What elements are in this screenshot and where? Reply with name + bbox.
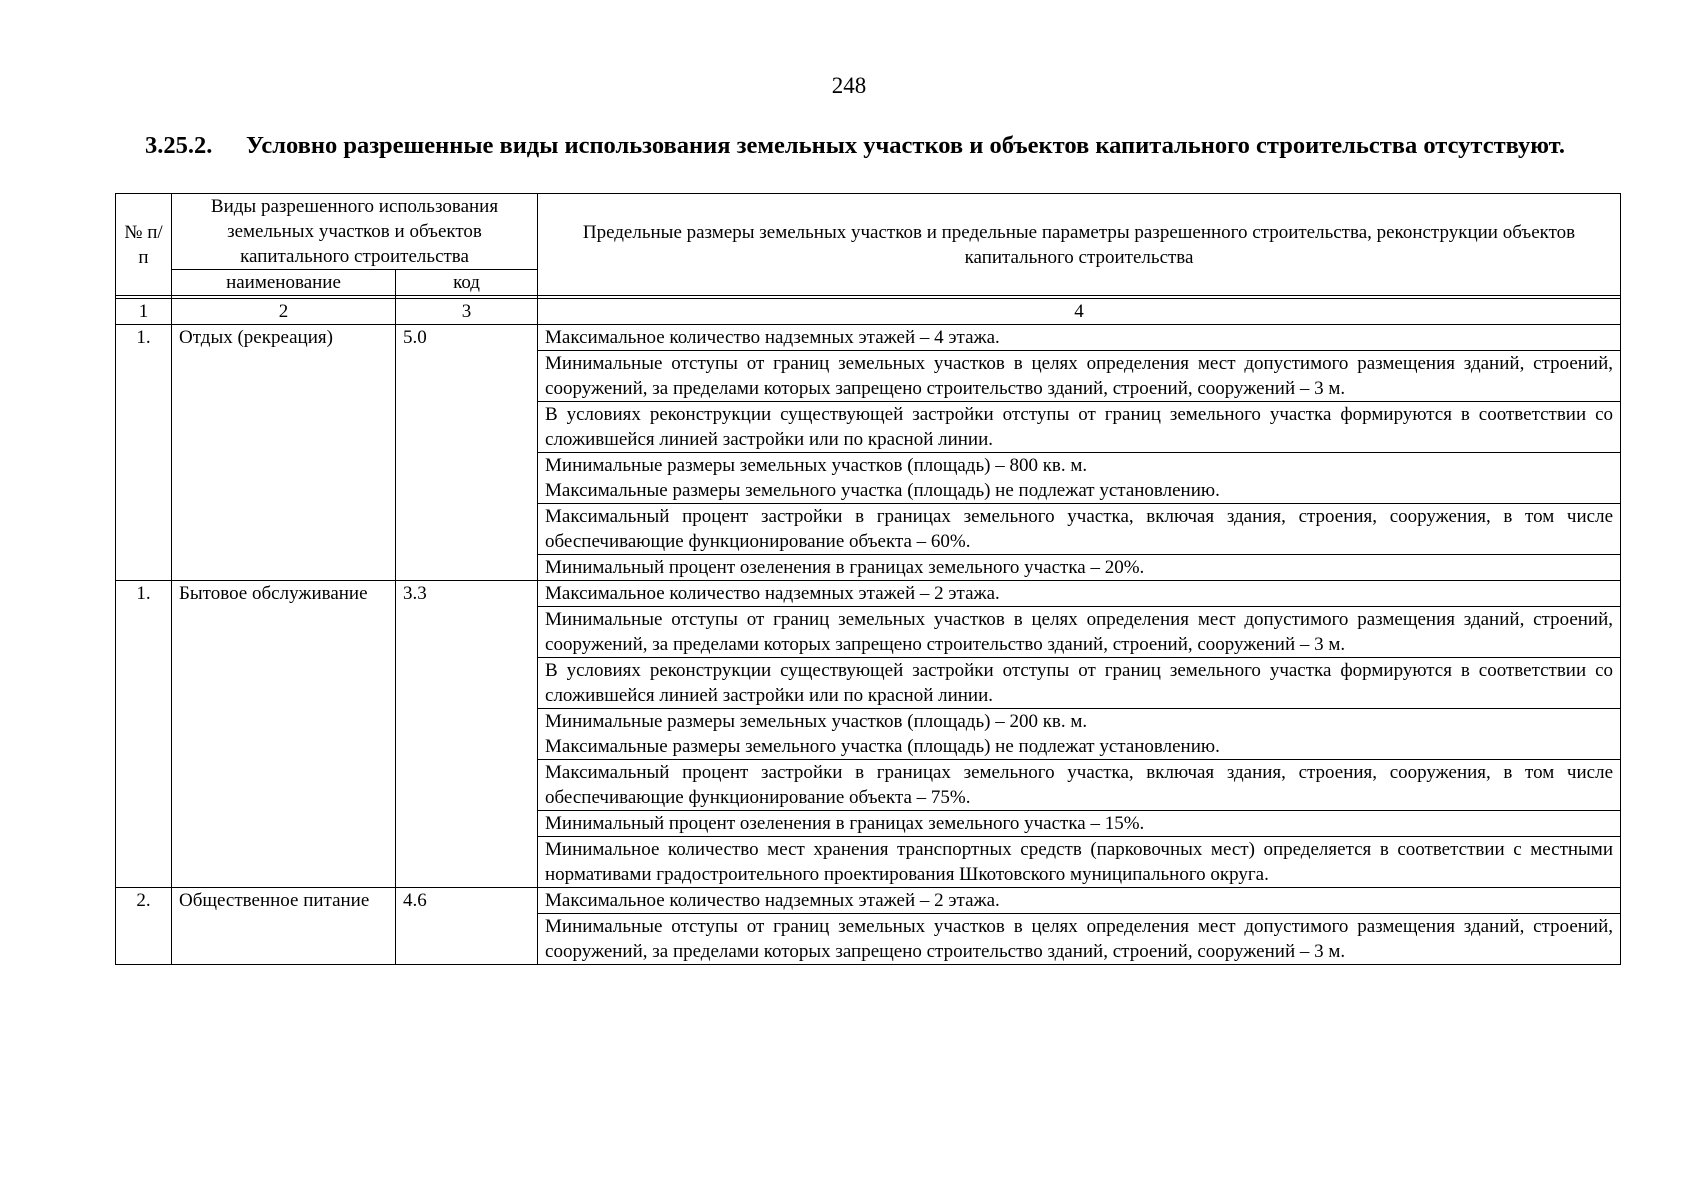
header-params-cell: Предельные размеры земельных участков и предельные параметры разрешенного строительства, реконструкции объектов капитального строительства — [538, 194, 1621, 296]
parameter-cell — [538, 709, 1621, 760]
column-number-row — [116, 299, 1621, 325]
parameter-cell — [538, 607, 1621, 658]
parameter-text: Минимальные размеры земельных участков (площадь) – 200 кв. м. — [545, 711, 1088, 732]
parameter-text: Максимальные размеры земельного участка (площадь) не подлежат установлению. — [545, 736, 1220, 757]
parameter-text: Минимальный процент озеленения в границах земельного участка – 15%. — [545, 813, 1145, 834]
header-code-cell: код — [396, 270, 538, 296]
header-types-cell: Виды разрешенного использования земельных участков и объектов капитального строительства — [172, 194, 538, 270]
parameter-cell — [538, 325, 1621, 351]
row-number-cell: 1. — [116, 581, 172, 888]
parameter-cell — [538, 402, 1621, 453]
use-name-cell: Общественное питание — [172, 888, 396, 965]
parameter-cell — [538, 581, 1621, 607]
parameter-text: Максимальные размеры земельного участка (площадь) не подлежат установлению. — [545, 480, 1220, 501]
parameter-text: Максимальное количество надземных этажей – 4 этажа. — [545, 327, 1000, 348]
parameter-cell — [538, 555, 1621, 581]
use-code-cell: 5.0 — [396, 325, 538, 581]
row-number-cell: 2. — [116, 888, 172, 965]
parameter-cell — [538, 760, 1621, 811]
parameter-text: Минимальные отступы от границ земельных участков в целях определения мест допустимого размещения зданий, строений, сооружений, за пределами которых запрещено строительство зданий, строений, сооружений – 3 м. — [545, 609, 1614, 655]
use-code-cell: 3.3 — [396, 581, 538, 888]
use-name-cell: Отдых (рекреация) — [172, 325, 396, 581]
use-code-cell: 4.6 — [396, 888, 538, 965]
parameter-text: Минимальные отступы от границ земельных участков в целях определения мест допустимого размещения зданий, строений, сооружений, за пределами которых запрещено строительство зданий, строений, сооружений – 3 м. — [545, 916, 1614, 962]
parameter-text: Максимальное количество надземных этажей – 2 этажа. — [545, 890, 1000, 911]
parameter-cell — [538, 837, 1621, 888]
parameter-text: Минимальные размеры земельных участков (площадь) – 800 кв. м. — [545, 455, 1088, 476]
section-title: Условно разрешенные виды использования земельных участков и объектов капитального строительства отсутствуют. — [246, 132, 1566, 159]
parameter-text: Минимальный процент озеленения в границах земельного участка – 20%. — [545, 557, 1145, 578]
parameter-text: Максимальный процент застройки в границах земельного участка, включая здания, строения, сооружения, в том числе обеспечивающие функционирование объекта – 75%. — [545, 762, 1614, 808]
parameter-cell — [538, 888, 1621, 914]
parameter-cell — [538, 351, 1621, 402]
regulations-table — [115, 193, 1621, 965]
parameter-cell — [538, 811, 1621, 837]
col-number-4: 4 — [538, 299, 1621, 325]
col-number-2: 2 — [172, 299, 396, 325]
table-row — [116, 581, 1621, 607]
table-row — [116, 325, 1621, 351]
parameter-cell — [538, 504, 1621, 555]
col-number-1: 1 — [116, 299, 172, 325]
parameter-text: В условиях реконструкции существующей застройки отступы от границ земельного участка формируются в соответствии со сложившейся линией застройки или по красной линии. — [545, 660, 1614, 706]
header-row — [116, 194, 1621, 270]
parameter-cell — [538, 658, 1621, 709]
header-num-cell: № п/п — [116, 194, 172, 296]
table-row — [116, 888, 1621, 914]
col-number-3: 3 — [396, 299, 538, 325]
page-number: 248 — [831, 73, 867, 98]
section-number: 3.25.2. — [145, 132, 213, 159]
parameter-text: В условиях реконструкции существующей застройки отступы от границ земельного участка формируются в соответствии со сложившейся линией застройки или по красной линии. — [545, 404, 1614, 450]
use-name-cell: Бытовое обслуживание — [172, 581, 396, 888]
parameter-text: Минимальное количество мест хранения транспортных средств (парковочных мест) определяется в соответствии с местными нормативами градостроительного проектирования Шкотовского муниципального округа. — [545, 839, 1614, 885]
parameter-cell — [538, 453, 1621, 504]
parameter-text: Максимальное количество надземных этажей – 2 этажа. — [545, 583, 1000, 604]
parameter-text: Максимальный процент застройки в границах земельного участка, включая здания, строения, сооружения, в том числе обеспечивающие функционирование объекта – 60%. — [545, 506, 1614, 552]
header-name-cell: наименование — [172, 270, 396, 296]
parameter-cell — [538, 914, 1621, 965]
row-number-cell: 1. — [116, 325, 172, 581]
parameter-text: Минимальные отступы от границ земельных участков в целях определения мест допустимого размещения зданий, строений, сооружений, за пределами которых запрещено строительство зданий, строений, сооружений – 3 м. — [545, 353, 1614, 399]
